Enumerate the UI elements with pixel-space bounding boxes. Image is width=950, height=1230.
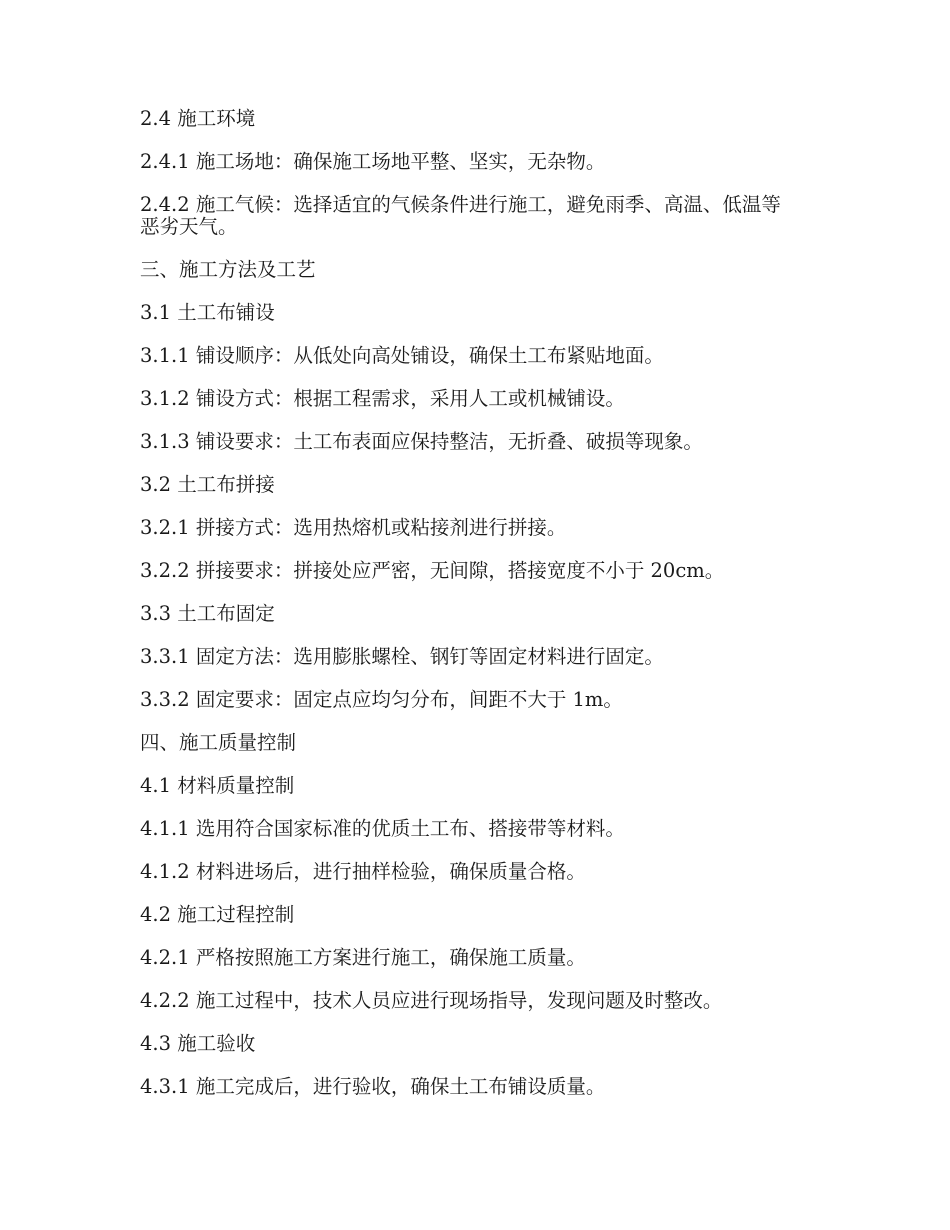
section-heading: 2.4 施工环境	[140, 107, 256, 130]
clause-paragraph: 4.1.1 选用符合国家标准的优质土工布、搭接带等材料。	[140, 817, 625, 840]
clause-paragraph: 4.2.1 严格按照施工方案进行施工，确保施工质量。	[140, 946, 586, 969]
clause-paragraph: 3.2.2 拼接要求：拼接处应严密，无间隙，搭接宽度不小于 20cm。	[140, 559, 725, 582]
clause-paragraph: 3.2.1 拼接方式：选用热熔机或粘接剂进行拼接。	[140, 516, 567, 539]
section-heading: 3.2 土工布拼接	[140, 473, 275, 496]
section-heading: 3.1 土工布铺设	[140, 301, 275, 324]
clause-paragraph: 4.3.1 施工完成后，进行验收，确保土工布铺设质量。	[140, 1075, 606, 1098]
clause-paragraph: 3.1.3 铺设要求：土工布表面应保持整洁，无折叠、破损等现象。	[140, 430, 703, 453]
clause-paragraph: 4.2.2 施工过程中，技术人员应进行现场指导，发现问题及时整改。	[140, 989, 723, 1012]
chapter-heading: 三、施工方法及工艺	[140, 258, 316, 281]
section-heading: 4.1 材料质量控制	[140, 774, 295, 797]
document-body	[140, 108, 800, 1119]
clause-paragraph: 2.4.2 施工气候：选择适宜的气候条件进行施工，避免雨季、高温、低温等恶劣天气。	[140, 193, 781, 238]
section-heading: 4.2 施工过程控制	[140, 903, 295, 926]
clause-paragraph: 3.3.1 固定方法：选用膨胀螺栓、钢钉等固定材料进行固定。	[140, 645, 664, 668]
chapter-heading: 四、施工质量控制	[140, 731, 297, 754]
clause-paragraph: 3.1.2 铺设方式：根据工程需求，采用人工或机械铺设。	[140, 387, 625, 410]
clause-paragraph: 3.3.2 固定要求：固定点应均匀分布，间距不大于 1m。	[140, 688, 623, 711]
clause-paragraph: 2.4.1 施工场地：确保施工场地平整、坚实，无杂物。	[140, 150, 606, 173]
section-heading: 4.3 施工验收	[140, 1032, 256, 1055]
clause-paragraph: 3.1.1 铺设顺序：从低处向高处铺设，确保土工布紧贴地面。	[140, 344, 664, 367]
section-heading: 3.3 土工布固定	[140, 602, 275, 625]
clause-paragraph: 4.1.2 材料进场后，进行抽样检验，确保质量合格。	[140, 860, 586, 883]
